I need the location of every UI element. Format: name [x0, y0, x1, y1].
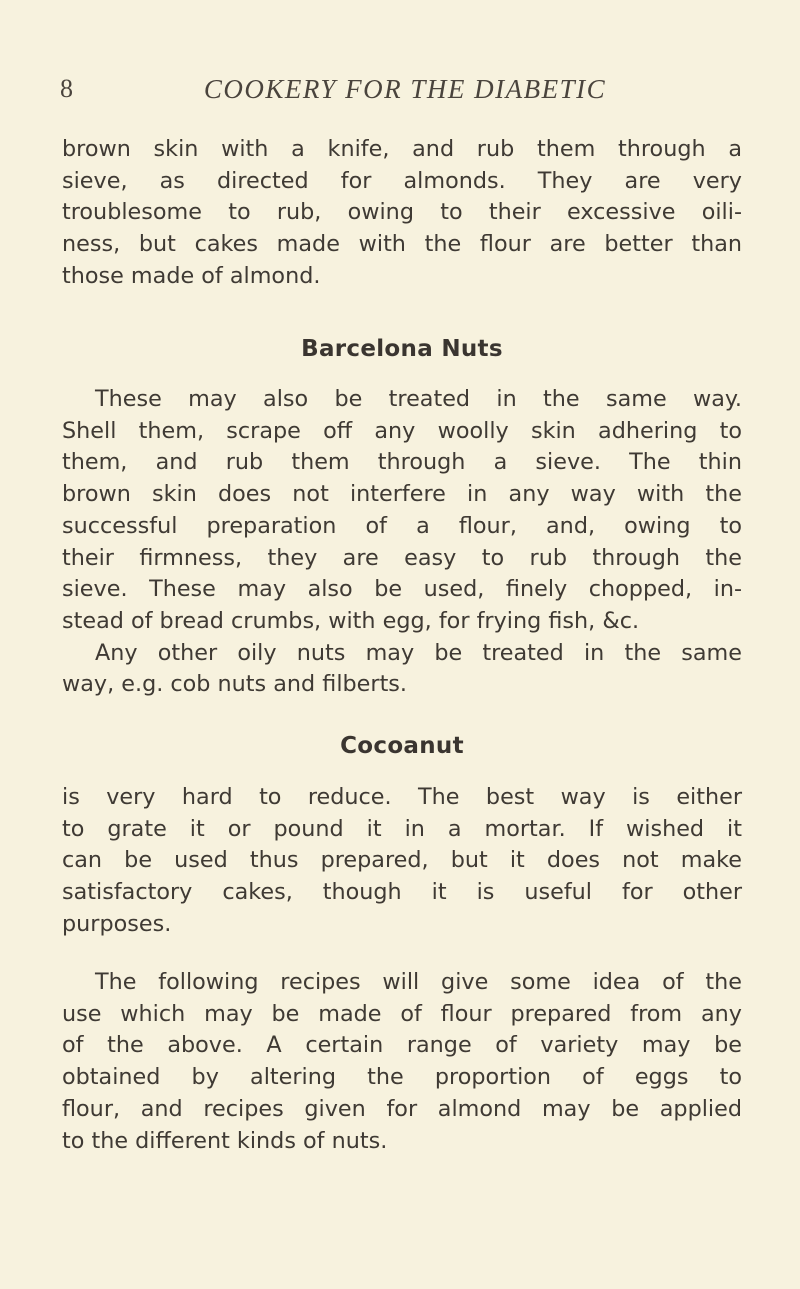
section-heading-cocoanut: Cocoanut: [340, 733, 464, 759]
text-line: purposes.: [62, 910, 172, 937]
text-line: sieve. These may also be used, finely chopped, in-: [62, 576, 742, 603]
text-line: brown skin does not interfere in any way with the: [62, 481, 742, 508]
text-line: ness, but cakes made with the flour are better than: [62, 231, 742, 258]
text-line: These may also be treated in the same way.: [95, 386, 742, 412]
text-line: to grate it or pound it in a mortar. If wished it: [62, 815, 742, 842]
following-paragraph: [62, 967, 742, 1157]
barcelona-paragraph: [62, 384, 742, 701]
text-line: The following recipes will give some idea of the: [95, 969, 742, 995]
page-number: 8: [60, 74, 73, 103]
text-line: of the above. A certain range of variety may be: [62, 1032, 742, 1059]
text-line: sieve, as directed for almonds. They are very: [62, 167, 742, 194]
text-line: their firmness, they are easy to rub through the: [62, 544, 742, 571]
text-line: stead of bread crumbs, with egg, for frying fish, &c.: [62, 607, 640, 634]
text-line: successful preparation of a flour, and, owing to: [62, 512, 742, 539]
text-line: brown skin with a knife, and rub them through a: [62, 136, 742, 162]
text-line: flour, and recipes given for almond may be applied: [62, 1095, 742, 1122]
text-line: troublesome to rub, owing to their excessive oili-: [62, 199, 742, 226]
text-line: can be used thus prepared, but it does not make: [62, 847, 742, 874]
text-line: way, e.g. cob nuts and filberts.: [62, 671, 408, 698]
cocoanut-paragraph: [62, 782, 742, 941]
running-head: [60, 74, 750, 114]
text-line: use which may be made of flour prepared from any: [62, 1000, 742, 1027]
intro-paragraph: [62, 134, 742, 293]
text-line: is very hard to reduce. The best way is either: [62, 784, 742, 810]
text-line: obtained by altering the proportion of eggs to: [62, 1064, 742, 1091]
text-line: Any other oily nuts may be treated in the same: [95, 639, 742, 666]
text-line: them, and rub them through a sieve. The thin: [62, 449, 742, 476]
text-line: satisfactory cakes, though it is useful for other: [62, 879, 742, 906]
text-line: to the different kinds of nuts.: [62, 1127, 388, 1154]
text-line: Shell them, scrape off any woolly skin adhering to: [62, 417, 742, 444]
text-line: those made of almond.: [62, 262, 321, 289]
section-heading-barcelona-nuts: Barcelona Nuts: [301, 336, 503, 362]
book-title: COOKERY FOR THE DIABETIC: [203, 74, 607, 104]
